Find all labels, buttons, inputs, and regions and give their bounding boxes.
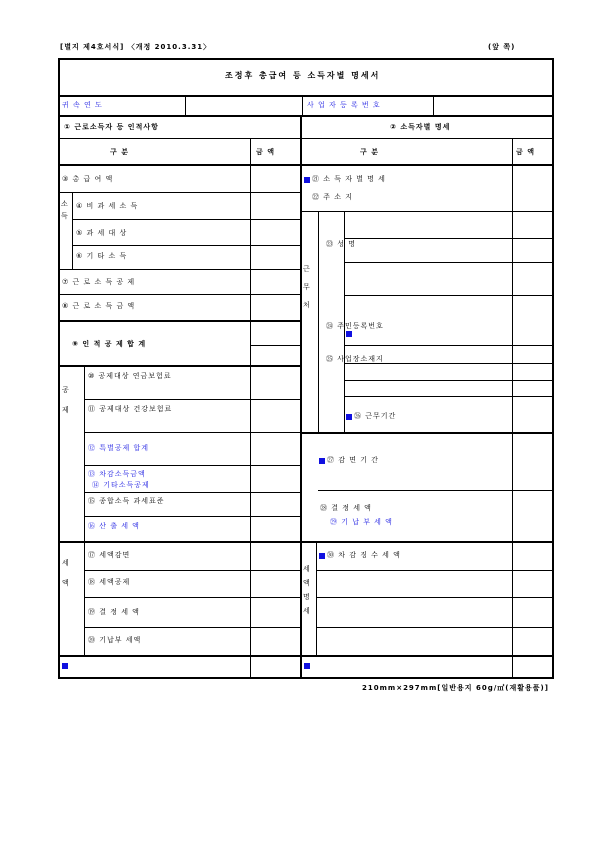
right-rule-14 [316,627,553,628]
left-rule-7 [251,345,301,346]
right-rule-12 [316,570,553,571]
left-col-item-header: 구 분 [110,148,129,156]
left-rule-6 [58,320,301,322]
right-rule-11 [301,541,553,543]
right-rule-3 [344,262,553,263]
section-right-title: ② 소득자별 명세 [390,123,451,131]
right-side-label-tax: 세액명세 [303,565,311,615]
left-rule-15 [84,570,301,571]
right-rule-13 [316,597,553,598]
form-number: [별지 제4호서식] 〈개정 2010.3.31〉 [60,43,212,51]
left-rule-4 [58,269,301,270]
left-side-label-tax: 세액 [62,559,70,587]
left-rule-1 [58,192,301,193]
right-rule-4 [344,295,553,296]
row-nontaxable: ④ 비 과 세 소 득 [76,202,139,210]
row-other-income: ⑥ 기 타 소 득 [76,252,128,260]
left-rule-9 [84,399,301,400]
row1-div-2 [302,96,303,115]
right-rule-8 [344,396,553,397]
left-rule-12 [84,492,301,493]
row-total-salary: ③ 총 급 여 액 [62,175,114,183]
right-rule-7 [344,380,553,381]
row-prepaid-tax: ⑳ 기납부 세액 [88,636,142,644]
footer-paper-spec: 210mm×297mm[일반용지 60g/㎡(재활용품)] [362,684,549,692]
row-final-tax: ⑲ 결 정 세 액 [88,608,140,616]
frame-top [58,58,553,60]
left-group-div [72,193,73,269]
right-rule-9 [301,432,553,434]
page-side: (앞 쪽) [488,43,516,51]
right-rule-5 [344,345,553,346]
row-earned-income: ⑧ 근 로 소 득 금 액 [62,302,136,310]
frame-bottom [58,677,553,679]
year-label: 귀 속 연 도 [62,101,103,109]
left-rule-3 [72,245,301,246]
frame-right [552,58,554,679]
row-workplace: ㉕ 사업장소재지 [326,355,384,363]
row-name: ㉓ 성 명 [326,240,356,248]
right-marker-3 [346,414,352,420]
row-tax-credit: ⑱ 세액공제 [88,578,131,586]
col-header-bottom [58,164,553,166]
right-marker-4 [319,458,325,464]
left-rule-2 [72,219,301,220]
left-rule-14 [58,541,301,543]
row-work-period: ㉖ 근무기간 [354,412,397,420]
row1-div-1 [185,96,186,115]
right-marker-5 [319,553,325,559]
right-group-div [318,212,319,432]
row-pension: ⑩ 공제대상 연금보험료 [88,372,172,380]
left-side-label-deduction: 공제 [62,386,70,414]
right-marker-1 [304,177,310,183]
row-right-net: ㉚ 차 감 징 수 세 액 [327,551,401,559]
left-rule-17 [84,627,301,628]
right-rule-10 [318,490,553,491]
left-rule-13 [84,516,301,517]
row1-div-3 [433,96,434,115]
row1-bottom [58,115,553,117]
row-tax-base: ⑮ 종합소득 과세표준 [88,497,165,505]
title-bottom-rule [58,95,553,97]
left-group-div-3 [84,543,85,655]
form-title: 조정후 총급여 등 소득자별 명세서 [225,71,381,80]
left-rule-16 [84,597,301,598]
row-income-detail: ㉑ 소 득 자 별 명 세 [312,175,386,183]
row-other-deduction: ⑭ 기타소득공제 [92,481,150,489]
row-health: ⑪ 공제대상 건강보험료 [88,405,173,413]
business-no-label: 사 업 자 등 록 번 호 [307,101,381,109]
bottom-right-marker [304,663,310,669]
row-exempt-period: ㉗ 감 면 기 간 [327,456,379,464]
right-col-item-header: 구 분 [360,148,379,156]
row-right-prepaid: ㉙ 기 납 부 세 액 [330,518,393,526]
row-special-deduction: ⑫ 특별공제 합계 [88,444,150,452]
left-rule-8 [58,365,301,367]
left-group-div-2 [84,366,85,541]
row-right-final-tax: ㉘ 결 정 세 액 [320,504,372,512]
row-net-income: ⑬ 차감소득금액 [88,470,146,478]
left-side-label-income: 소득 [61,200,69,220]
row-resident-no: ㉔ 주민등록번호 [326,322,384,330]
left-rule-11 [84,465,301,466]
row-calculated-tax: ⑯ 산 출 세 액 [88,522,140,530]
row-address: ㉒ 주 소 지 [312,193,353,201]
right-group-div-3 [316,543,317,655]
bottom-band-top [58,655,553,657]
right-side-label-work: 근무처 [303,265,311,309]
right-rule-1 [301,211,553,212]
row-taxable: ⑤ 과 세 대 상 [76,229,128,237]
row-tax-reduction: ⑰ 세액감면 [88,551,131,559]
right-marker-2 [346,331,352,337]
center-divider [300,116,302,678]
bottom-left-marker [62,663,68,669]
left-col-amount-header: 금 액 [256,148,275,156]
right-col-amount-header: 금 액 [516,148,535,156]
left-rule-5 [58,294,301,295]
left-rule-10 [84,432,301,433]
row-personal-deduction: ⑨ 인 적 공 제 합 계 [72,340,147,348]
right-rule-2 [344,238,553,239]
section-left-title: ① 근로소득자 등 인적사항 [64,123,159,131]
row-earned-deduction: ⑦ 근 로 소 득 공 제 [62,278,136,286]
frame-left [58,58,60,679]
section-bottom [58,138,553,139]
